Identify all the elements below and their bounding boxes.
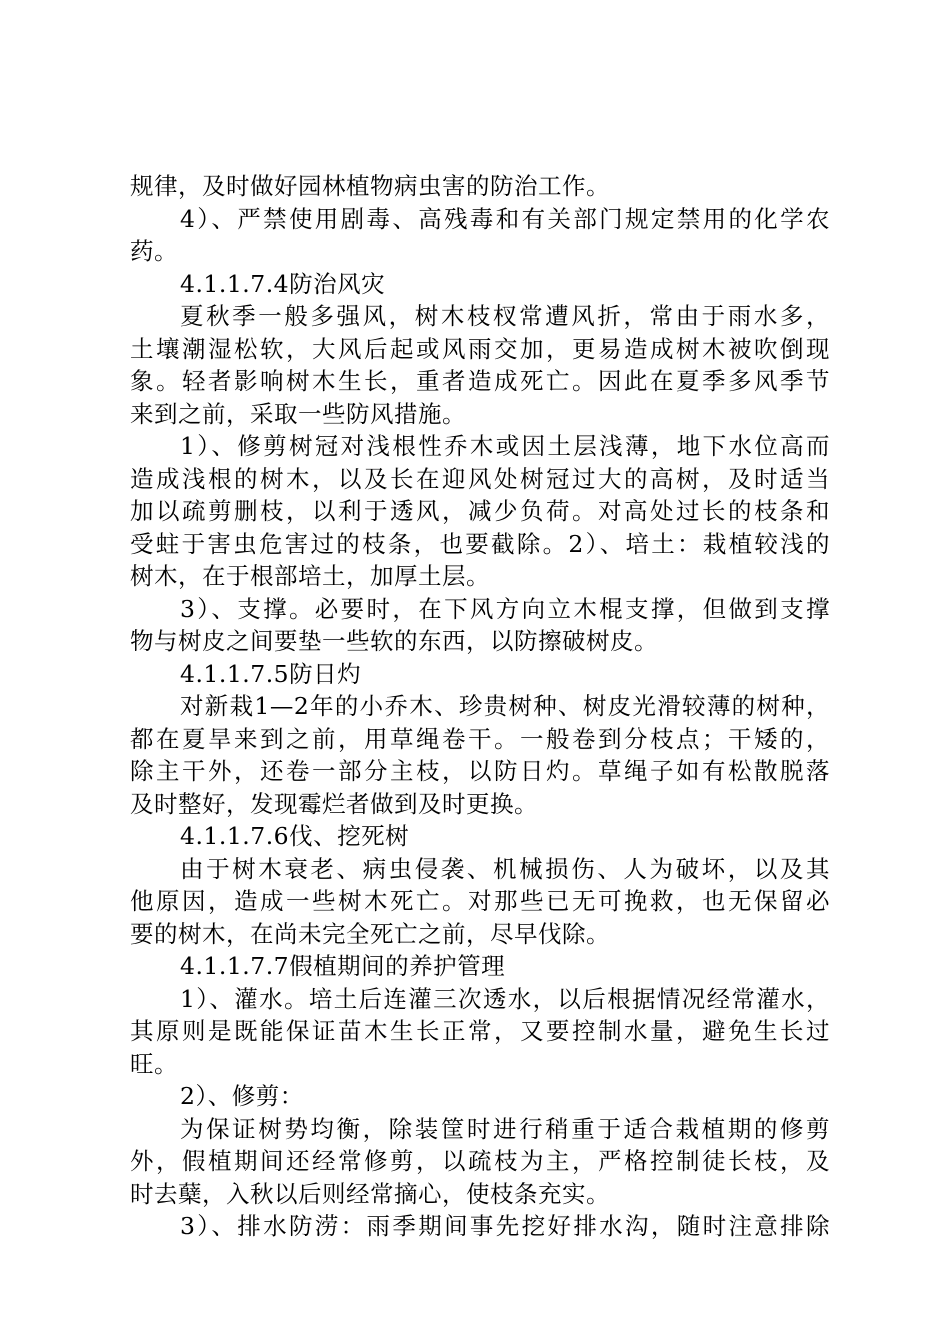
text-line: 1）、灌水。培土后连灌三次透水，以后根据情况经常灌水， [180, 984, 830, 1013]
text-line: 及时整好，发现霉烂者做到及时更换。 [130, 789, 538, 818]
text-line: 物与树皮之间要垫一些软的东西，以防擦破树皮。 [130, 627, 658, 655]
text-line: 来到之前，采取一些防风措施。 [130, 399, 466, 428]
text-line: 1）、修剪树冠对浅根性乔木或因土层浅薄，地下水位高而 [180, 432, 830, 460]
text-line: 受蛀于害虫危害过的枝条，也要截除。2）、培土：栽植较浅的 [130, 529, 830, 558]
text-line: 旺。 [130, 1049, 178, 1078]
text-line: 规律，及时做好园林植物病虫害的防治工作。 [130, 172, 610, 200]
text-line: 3）、排水防涝：雨季期间事先挖好排水沟，随时注意排除 [180, 1212, 830, 1240]
text-line: 4.1.1.7.6伐、挖死树 [180, 822, 410, 850]
text-line: 象。轻者影响树木生长，重者造成死亡。因此在夏季多风季节 [130, 367, 830, 395]
text-line: 4）、严禁使用剧毒、高残毒和有关部门规定禁用的化学农 [180, 204, 830, 233]
text-line: 为保证树势均衡，除装筐时进行稍重于适合栽植期的修剪 [180, 1114, 830, 1143]
document-body [130, 170, 830, 1243]
text-line: 都在夏旱来到之前，用草绳卷干。一般卷到分枝点；干矮的， [130, 724, 830, 753]
text-line: 4.1.1.7.7假植期间的养护管理 [180, 952, 506, 980]
text-line: 3）、支撑。必要时，在下风方向立木棍支撑，但做到支撑 [180, 594, 830, 623]
text-line: 4.1.1.7.5防日灼 [180, 659, 362, 688]
text-line: 对新栽1—2年的小乔木、珍贵树种、树皮光滑较薄的树种， [180, 692, 830, 720]
text-line: 其原则是既能保证苗木生长正常，又要控制水量，避免生长过 [130, 1017, 830, 1045]
text-line: 树木，在于根部培土，加厚土层。 [130, 562, 490, 590]
text-line: 要的树木，在尚未完全死亡之前，尽早伐除。 [130, 919, 610, 948]
text-line: 加以疏剪删枝，以利于透风，减少负荷。对高处过长的枝条和 [130, 497, 830, 525]
text-line: 由于树木衰老、病虫侵袭、机械损伤、人为破坏，以及其 [180, 854, 830, 883]
text-line: 夏秋季一般多强风，树木枝杈常遭风折，常由于雨水多， [180, 302, 830, 330]
text-line: 他原因，造成一些树木死亡。对那些已无可挽救，也无保留必 [130, 887, 830, 915]
text-line: 4.1.1.7.4防治风灾 [180, 269, 386, 298]
text-line: 药。 [130, 237, 178, 265]
text-line: 2）、修剪： [180, 1082, 304, 1110]
text-line: 外，假植期间还经常修剪，以疏枝为主，严格控制徒长枝，及 [130, 1147, 830, 1175]
text-line: 土壤潮湿松软，大风后起或风雨交加，更易造成树木被吹倒现 [130, 334, 830, 363]
text-line: 时去蘖，入秋以后则经常摘心，使枝条充实。 [130, 1179, 610, 1208]
text-line: 除主干外，还卷一部分主枝，以防日灼。草绳子如有松散脱落 [130, 757, 830, 785]
text-line: 造成浅根的树木，以及长在迎风处树冠过大的高树，及时适当 [130, 464, 830, 493]
